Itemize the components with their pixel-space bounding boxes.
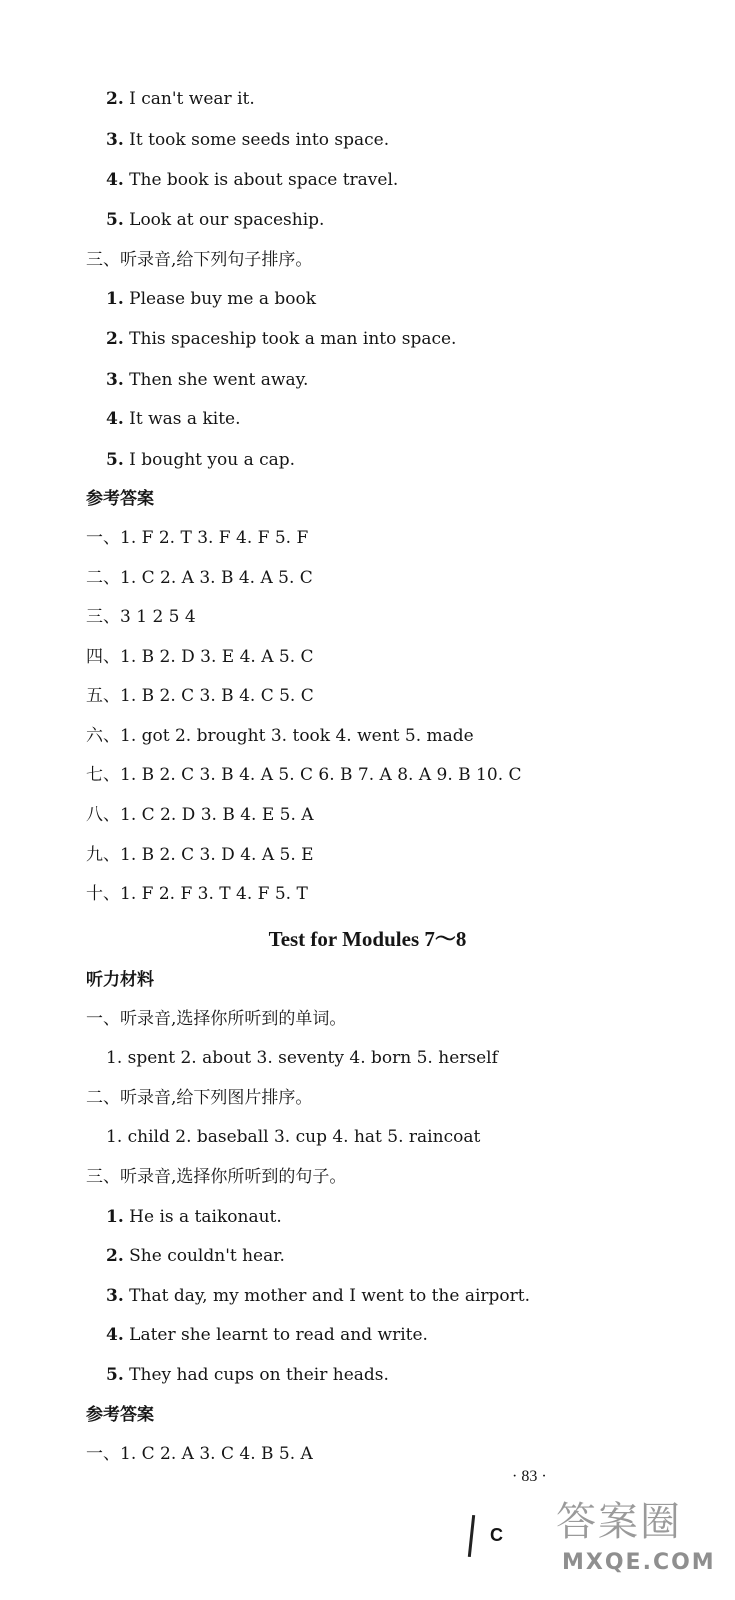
list-item: 5. I bought you a cap. [106, 450, 296, 470]
list-item: 3. Then she went away. [106, 370, 309, 390]
list-item: 1. He is a taikonaut. [106, 1207, 282, 1227]
section-heading: 三、听录音,选择你所听到的句子。 [86, 1167, 347, 1187]
answers-heading: 参考答案 [86, 1405, 154, 1425]
word-list: 1. child 2. baseball 3. cup 4. hat 5. raincoat [106, 1127, 481, 1147]
answer-line: 十、1. F 2. F 3. T 4. F 5. T [86, 884, 308, 904]
answer-line: 三、3 1 2 5 4 [86, 607, 196, 627]
list-item: 4. It was a kite. [106, 409, 241, 429]
handwritten-stroke [468, 1515, 475, 1557]
list-item: 2. This spaceship took a man into space. [106, 329, 457, 349]
answer-line: 八、1. C 2. D 3. B 4. E 5. A [86, 805, 314, 825]
answer-line: 二、1. C 2. A 3. B 4. A 5. C [86, 568, 313, 588]
list-item: 5. Look at our spaceship. [106, 210, 325, 230]
section-heading: 一、听录音,选择你所听到的单词。 [86, 1009, 347, 1029]
answers-heading: 参考答案 [86, 489, 154, 509]
list-item: 3. It took some seeds into space. [106, 130, 390, 150]
answer-line: 四、1. B 2. D 3. E 4. A 5. C [86, 647, 314, 667]
listening-heading: 听力材料 [86, 970, 154, 990]
answer-line: 七、1. B 2. C 3. B 4. A 5. C 6. B 7. A 8. A 9. B 10. C [86, 765, 522, 785]
test-title: Test for Modules 7～8 [268, 927, 467, 951]
list-item: 5. They had cups on their heads. [106, 1365, 389, 1385]
list-item: 4. Later she learnt to read and write. [106, 1325, 428, 1345]
watermark-text: 答案圈 [556, 1499, 682, 1545]
section-heading: 三、听录音,给下列句子排序。 [86, 250, 313, 270]
list-item: 1. Please buy me a book [106, 289, 317, 309]
list-item: 3. That day, my mother and I went to the airport. [106, 1286, 531, 1306]
answer-line: 六、1. got 2. brought 3. took 4. went 5. made [86, 726, 474, 746]
watermark-logo [548, 1490, 728, 1590]
list-item: 2. She couldn't hear. [106, 1246, 285, 1266]
page-number: · 83 · [512, 1468, 547, 1485]
corner-mark: C [490, 1525, 503, 1545]
watermark-url: MXQE.COM [562, 1550, 716, 1575]
list-item: 4. The book is about space travel. [106, 170, 399, 190]
answer-line: 一、1. C 2. A 3. C 4. B 5. A [86, 1444, 313, 1464]
answer-line: 五、1. B 2. C 3. B 4. C 5. C [86, 686, 314, 706]
answer-line: 九、1. B 2. C 3. D 4. A 5. E [86, 845, 314, 865]
answer-line: 一、1. F 2. T 3. F 4. F 5. F [86, 528, 309, 548]
list-item: 2. I can't wear it. [106, 89, 255, 109]
section-heading: 二、听录音,给下列图片排序。 [86, 1088, 313, 1108]
word-list: 1. spent 2. about 3. seventy 4. born 5. herself [106, 1048, 498, 1068]
